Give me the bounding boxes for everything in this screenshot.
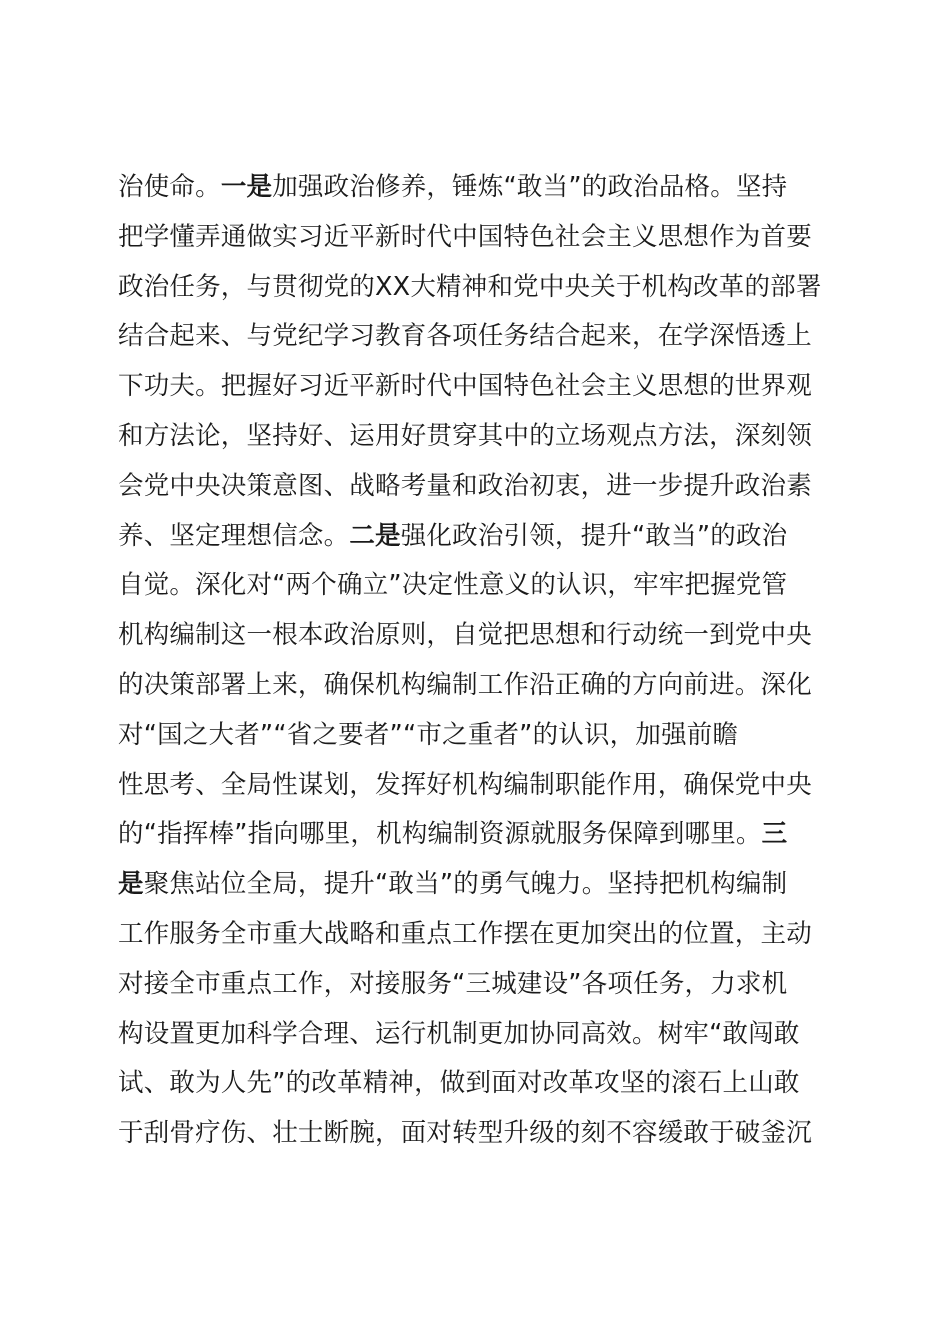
text-segment: 的“指挥棒”指向哪里，机构编制资源就服务保障到哪里。: [118, 819, 762, 850]
text-line: [118, 1059, 838, 1109]
emphasis-marker: 是: [118, 869, 144, 900]
text-segment: 把学懂弄通做实习近平新时代中国特色社会主义思想作为首要: [118, 221, 812, 252]
body-text: [118, 163, 838, 1159]
text-segment: 自觉。深化对“两个确立”决定性意义的认识，牢牢把握党管: [118, 570, 788, 601]
text-line: [118, 561, 838, 611]
text-segment: 试、敢为人先”的改革精神，做到面对改革攻坚的滚石上山敢: [118, 1068, 800, 1099]
text-line: [118, 910, 838, 960]
text-segment: 会党中央决策意图、战略考量和政治初衷，进一步提升政治素: [118, 470, 812, 501]
emphasis-marker: 三: [761, 819, 788, 850]
text-segment: 聚焦站位全局，提升“敢当”的勇气魄力。坚持把机构编制: [143, 869, 788, 900]
text-line: [118, 213, 838, 263]
text-segment: 养、坚定理想信念。: [118, 520, 350, 551]
text-segment: 工作服务全市重大战略和重点工作摆在更加突出的位置，主动: [118, 918, 812, 949]
text-segment: 构设置更加科学合理、运行机制更加协同高效。树牢“敢闯敢: [118, 1018, 800, 1049]
text-line: [118, 611, 838, 661]
text-line: [118, 312, 838, 362]
text-segment: 于刮骨疗伤、壮士断腕，面对转型升级的刻不容缓敢于破釜沉: [118, 1118, 812, 1149]
text-segment: 强化政治引领，提升“敢当”的政治: [400, 520, 788, 551]
text-line: [118, 860, 838, 910]
text-line: [118, 1010, 838, 1060]
text-line: [118, 412, 838, 462]
text-segment: 和方法论，坚持好、运用好贯穿其中的立场观点方法，深刻领: [118, 420, 812, 451]
text-segment: 结合起来、与党纪学习教育各项任务结合起来，在学深悟透上: [118, 321, 812, 352]
text-segment: 对接全市重点工作，对接服务“三城建设”各项任务，力求机: [118, 968, 788, 999]
text-segment: 对“国之大者”“省之要者”“市之重者”的认识，加强前瞻: [118, 719, 739, 750]
text-line: [118, 761, 838, 811]
text-line: [118, 163, 838, 213]
text-segment: 治使命。: [118, 172, 221, 202]
text-line: [118, 661, 838, 711]
text-segment: 加强政治修养，锤炼“敢当”的政治品格。坚持: [272, 172, 788, 202]
emphasis-marker: 二是: [349, 520, 401, 551]
text-segment: 的决策部署上来，确保机构编制工作沿正确的方向前进。深化: [118, 669, 812, 700]
text-segment: 机构编制这一根本政治原则，自觉把思想和行动统一到党中央: [118, 620, 812, 651]
text-segment: 性思考、全局性谋划，发挥好机构编制职能作用，确保党中央: [118, 769, 812, 800]
text-line: [118, 1109, 838, 1159]
text-line: [118, 512, 838, 562]
text-line: [118, 711, 838, 761]
text-line: [118, 960, 838, 1010]
text-segment: 政治任务，与贯彻党的XX大精神和党中央关于机构改革的部署: [118, 271, 822, 302]
text-line: [118, 263, 838, 313]
text-line: [118, 810, 838, 860]
emphasis-marker: 一是: [220, 172, 273, 202]
text-line: [118, 462, 838, 512]
text-segment: 下功夫。把握好习近平新时代中国特色社会主义思想的世界观: [118, 371, 812, 402]
text-line: [118, 362, 838, 412]
